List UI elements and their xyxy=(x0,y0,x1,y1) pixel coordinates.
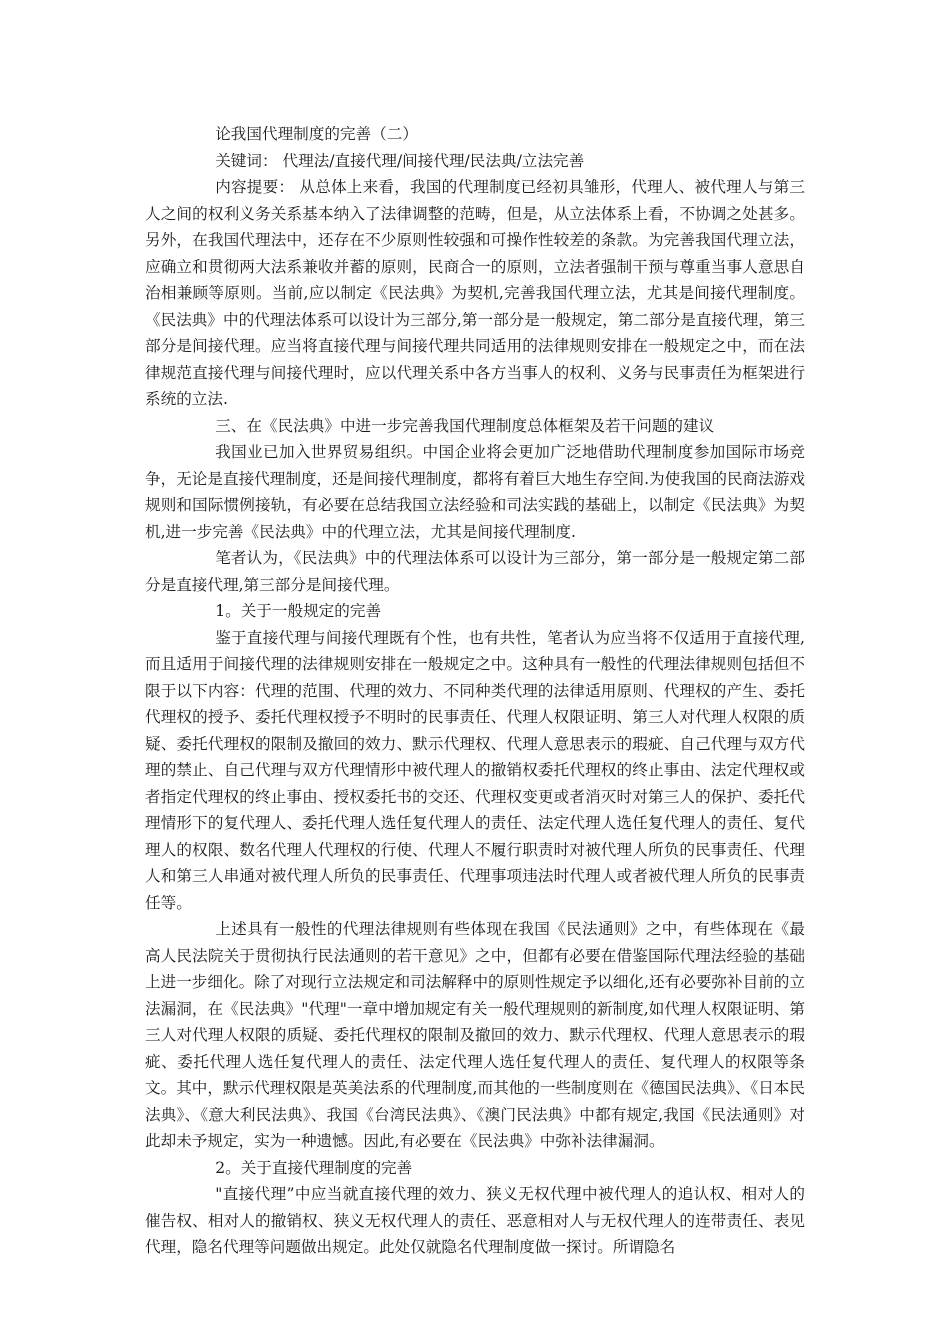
body-paragraph: 鉴于直接代理与间接代理既有个性，也有共性，笔者认为应当将不仅适用于直接代理,而且适用于间接代理的法律规则安排在一般规定之中。这种具有一般性的代理法律规则包括但不限于以下内容：代理的范围、代理的效力、不同种类代理的法律适用原则、代理权的产生、委托代理权的授予、委托代理权授予不明时的民事责任、代理人权限证明、第三人对代理人权限的质疑、委托代理权的限制及撤回的效力、默示代理权、代理人意思表示的瑕疵、自己代理与双方代理的禁止、自己代理与双方代理情形中被代理人的撤销权委托代理权的终止事由、法定代理权或者指定代理权的终止事由、授权委托书的交还、代理权变更或者消灭时对第三人的保护、委托代理情形下的复代理人、委托代理人选任复代理人的责任、法定代理人选任复代理人的责任、复代理人的权限、数名代理人代理权的行使、代理人不履行职责时对被代理人所负的民事责任、代理人和第三人串通对被代理人所负的民事责任、代理事项违法时代理人或者被代理人所负的民事责任等。 xyxy=(145,628,805,912)
document-body xyxy=(145,121,805,1261)
abstract-paragraph: 内容提要： 从总体上来看，我国的代理制度已经初具雏形，代理人、被代理人与第三人之间的权利义务关系基本纳入了法律调整的范畴，但是，从立法体系上看，不协调之处甚多。另外，在我国代理法中，还存在不少原则性较强和可操作性较差的条款。为完善我国代理立法，应确立和贯彻两大法系兼收并蓄的原则，民商合一的原则，立法者强制干预与尊重当事人意思自治相兼顾等原则。当前,应以制定《民法典》为契机,完善我国代理立法，尤其是间接代理制度。《民法典》中的代理法体系可以设计为三部分,第一部分是一般规定，第二部分是直接代理，第三部分是间接代理。应当将直接代理与间接代理共同适用的法律规则安排在一般规定之中，而在法律规范直接代理与间接代理时，应以代理关系中各方当事人的权利、义务与民事责任为框架进行系统的立法. xyxy=(145,178,805,408)
document-title: 论我国代理制度的完善（二） xyxy=(215,125,418,143)
subsection-heading: 1。关于一般规定的完善 xyxy=(215,602,382,620)
body-paragraph: 上述具有一般性的代理法律规则有些体现在我国《民法通则》之中，有些体现在《最高人民法院关于贯彻执行民法通则的若干意见》之中，但都有必要在借鉴国际代理法经验的基础上进一步细化。除了对现行立法规定和司法解释中的原则性规定予以细化,还有必要弥补目前的立法漏洞，在《民法典》"代理"一章中增加规定有关一般代理规则的新制度,如代理人权限证明、第三人对代理人权限的质疑、委托代理权的限制及撤回的效力、默示代理权、代理人意思表示的瑕疵、委托代理人选任复代理人的责任、法定代理人选任复代理人的责任、复代理人的权限等条文。其中，默示代理权限是英美法系的代理制度,而其他的一些制度则在《德国民法典》、《日本民法典》、《意大利民法典》、我国《台湾民法典》、《澳门民法典》中都有规定,我国《民法通则》对此却未予规定，实为一种遗憾。因此,有必要在《民法典》中弥补法律漏洞。 xyxy=(145,920,805,1150)
subsection-heading: 2。关于直接代理制度的完善 xyxy=(215,1158,413,1177)
keywords-line: 关键词： 代理法/直接代理/间接代理/民法典/立法完善 xyxy=(215,151,585,170)
section-heading: 三、在《民法典》中进一步完善我国代理制度总体框架及若干问题的建议 xyxy=(215,416,715,435)
body-paragraph: 我国业已加入世界贸易组织。中国企业将会更加广泛地借助代理制度参加国际市场竞争，无论是直接代理制度，还是间接代理制度，都将有着巨大地生存空间.为使我国的民商法游戏规则和国际惯例接轨，有必要在总结我国立法经验和司法实践的基础上，以制定《民法典》为契机,进一步完善《民法典》中的代理立法，尤其是间接代理制度. xyxy=(145,443,805,541)
body-paragraph: 笔者认为，《民法典》中的代理法体系可以设计为三部分，第一部分是一般规定第二部分是直接代理,第三部分是间接代理。 xyxy=(145,549,805,594)
body-paragraph: "直接代理”中应当就直接代理的效力、狭义无权代理中被代理人的追认权、相对人的催告权、相对人的撤销权、狭义无权代理人的责任、恶意相对人与无权代理人的连带责任、表见代理，隐名代理等问题做出规定。此处仅就隐名代理制度做一探讨。所谓隐名 xyxy=(145,1185,805,1256)
